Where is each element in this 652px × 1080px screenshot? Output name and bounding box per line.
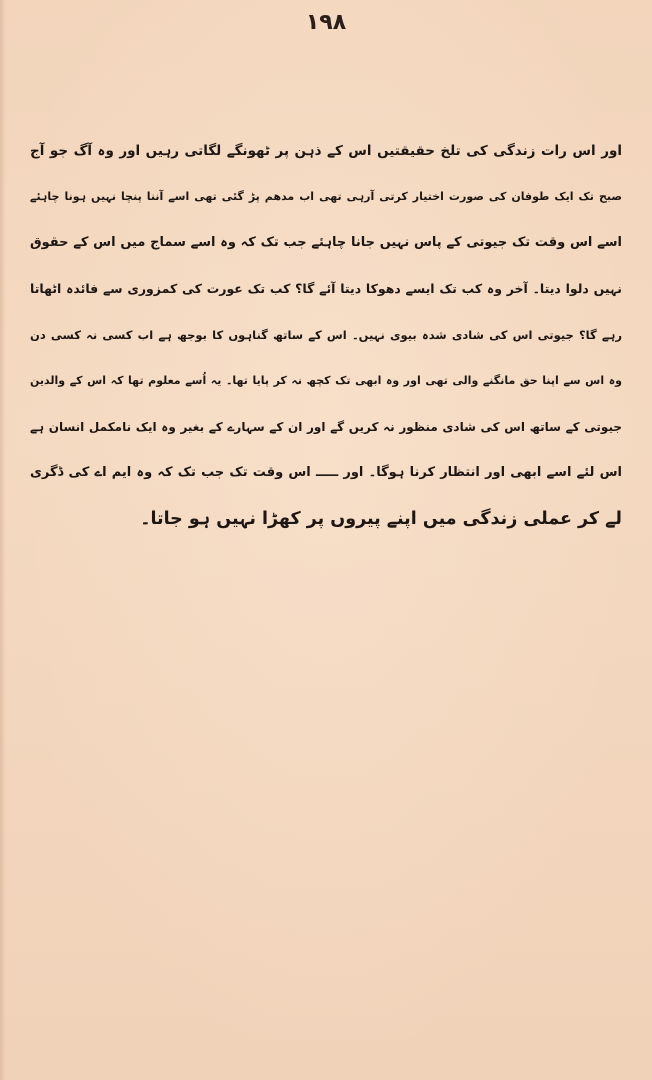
paragraph-line: جیوتی کے ساتھ اس کی شادی منظور نہ کریں گے اور ان کے سہارے کے بغیر وہ ایک نامکمل انسان ہے (30, 420, 622, 434)
page-number: ۱۹۸ (305, 10, 347, 35)
paragraph-line-last: لے کر عملی زندگی میں اپنے پیروں پر کھڑا نہیں ہو جاتا۔ (140, 509, 622, 529)
paragraph-line: وہ اس سے اپنا حق مانگنے والی تھی اور وہ ابھی تک کچھ نہ کر پایا تھا۔ یہ اُسے معلوم تھا کہ اس کے والدین (30, 374, 622, 387)
page-edge-shadow (0, 0, 6, 1080)
paragraph-line: اس لئے اسے ابھی اور انتظار کرنا ہوگا۔ اور ـــــ اس وقت تک جب تک کہ وہ ایم اے کی ڈگری (30, 465, 622, 480)
paragraph-line: اسے اس وقت تک جیوتی کے پاس نہیں جانا چاہئے جب تک کہ وہ اسے سماج میں اس کے حقوق (30, 235, 622, 250)
paragraph (30, 128, 622, 542)
paragraph-line: اور اس رات زندگی کی تلخ حقیقتیں اس کے ذہن پر ٹھونگے لگاتی رہیں اور وہ آگ جو آج (30, 143, 622, 159)
paragraph-line: نہیں دلوا دیتا۔ آخر وہ کب تک ایسے دھوکا دیتا آئے گا؟ کب تک عورت کی کمزوری سے فائدہ اٹھاتا (30, 281, 622, 296)
paragraph-line: رہے گا؟ جیوتی اس کی شادی شدہ بیوی نہیں۔ اس کے ساتھ گناہوں کا بوجھ ہے اب کسی نہ کسی دن (30, 328, 622, 342)
paragraph-line: صبح تک ایک طوفان کی صورت اختیار کرتی آرہی تھی اب مدھم پڑ گئی تھی اسے آننا پنچا نہیں ہونا چاہئے (30, 190, 622, 203)
